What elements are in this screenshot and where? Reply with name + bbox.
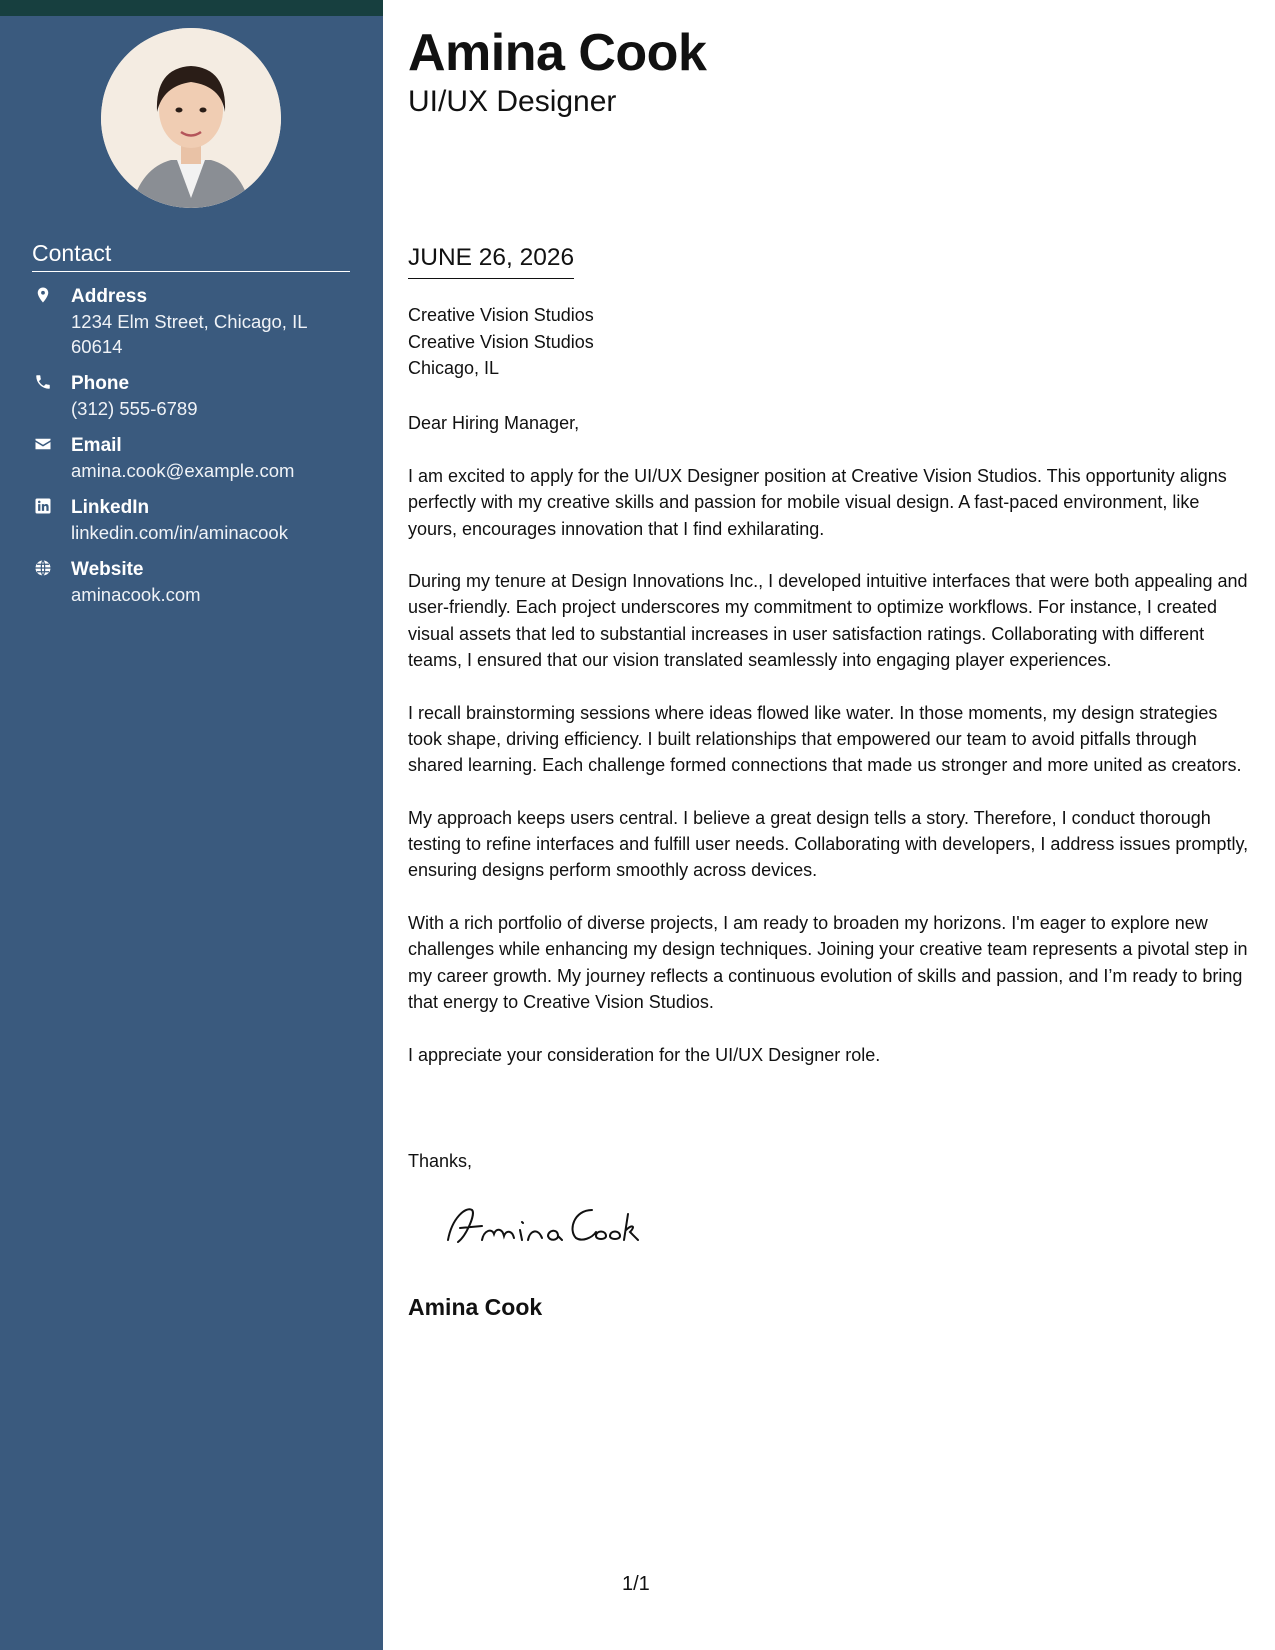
sidebar [0, 16, 383, 1650]
salutation: Dear Hiring Manager, [408, 413, 580, 433]
contact-website [32, 557, 350, 607]
recipient-line: Chicago, IL [408, 358, 500, 378]
paragraph: I recall brainstorming sessions where ideas flowed like water. In those moments, my design strategies took shape, driving efficiency. I built relationships that empowered our team to avoid pitfalls through shared learning. Each challenge formed connections that made us stronger and more united as creators. [408, 702, 1242, 776]
closing: Thanks, [408, 1151, 473, 1171]
handwritten-signature [436, 1196, 656, 1252]
address-value: 1234 Elm Street, Chicago, IL 60614 [71, 311, 307, 357]
page-number: 1/1 [622, 1573, 650, 1595]
applicant-name: Amina Cook [408, 24, 707, 82]
contact-list [32, 284, 350, 619]
contact-label: Email [71, 435, 122, 456]
paragraph: I am excited to apply for the UI/UX Designer position at Creative Vision Studios. This opportunity aligns perfectly with my creative skills and passion for mobile visual design. A fast-paced environment, like yours, encourages innovation that I find exhilarating. [408, 466, 1227, 539]
paragraph: My approach keeps users central. I believe a great design tells a story. Therefore, I conduct thorough testing to refine interfaces and fulfill user needs. Collaborating with developers, I address issues promptly, ensuring designs perform smoothly across devices. [408, 807, 1249, 881]
recipient-block [408, 302, 594, 382]
contact-label: Website [71, 559, 144, 580]
applicant-role: UI/UX Designer [408, 85, 617, 118]
recipient-line: Creative Vision Studios [408, 305, 594, 325]
map-pin-icon [34, 286, 52, 304]
globe-icon [34, 559, 52, 577]
portrait-illustration [101, 28, 281, 208]
contact-linkedin [32, 495, 350, 545]
contact-address [32, 284, 350, 359]
letter-paragraphs [408, 463, 1253, 1094]
signed-name: Amina Cook [408, 1294, 543, 1320]
profile-photo [101, 28, 281, 208]
letter-date: JUNE 26, 2026 [408, 242, 574, 279]
email-link[interactable]: amina.cook@example.com [71, 460, 295, 481]
recipient-line: Creative Vision Studios [408, 331, 594, 352]
contact-label: Phone [71, 373, 130, 394]
paragraph: I appreciate your consideration for the UI/UX Designer role. [408, 1044, 881, 1065]
phone-icon [34, 373, 52, 391]
contact-label: Address [71, 286, 148, 307]
website-link[interactable]: aminacook.com [71, 584, 201, 605]
envelope-icon [34, 435, 52, 453]
contact-email [32, 433, 350, 483]
contact-label: LinkedIn [71, 497, 150, 518]
linkedin-link[interactable]: linkedin.com/in/aminacook [71, 522, 288, 543]
contact-heading: Contact [32, 240, 350, 272]
contact-phone [32, 371, 350, 421]
paragraph: With a rich portfolio of diverse projects, I am ready to broaden my horizons. I'm eager to explore new challenges while enhancing my design techniques. Joining your creative team represents a pivotal step in my career growth. My journey reflects a continuous evolution of skills and passion, and I’m ready to bring that energy to Creative Vision Studios. [408, 913, 1248, 1012]
sidebar-top-accent [0, 0, 383, 16]
phone-value: (312) 555-6789 [71, 398, 198, 419]
linkedin-icon [34, 497, 52, 515]
paragraph: During my tenure at Design Innovations Inc., I developed intuitive interfaces that were both appealing and user-friendly. Each project underscores my commitment to optimize workflows. For instance, I created visual assets that led to substantial increases in user satisfaction ratings. Collaborating with different teams, I ensured that our vision translated seamlessly into engaging player experiences. [408, 571, 1248, 671]
